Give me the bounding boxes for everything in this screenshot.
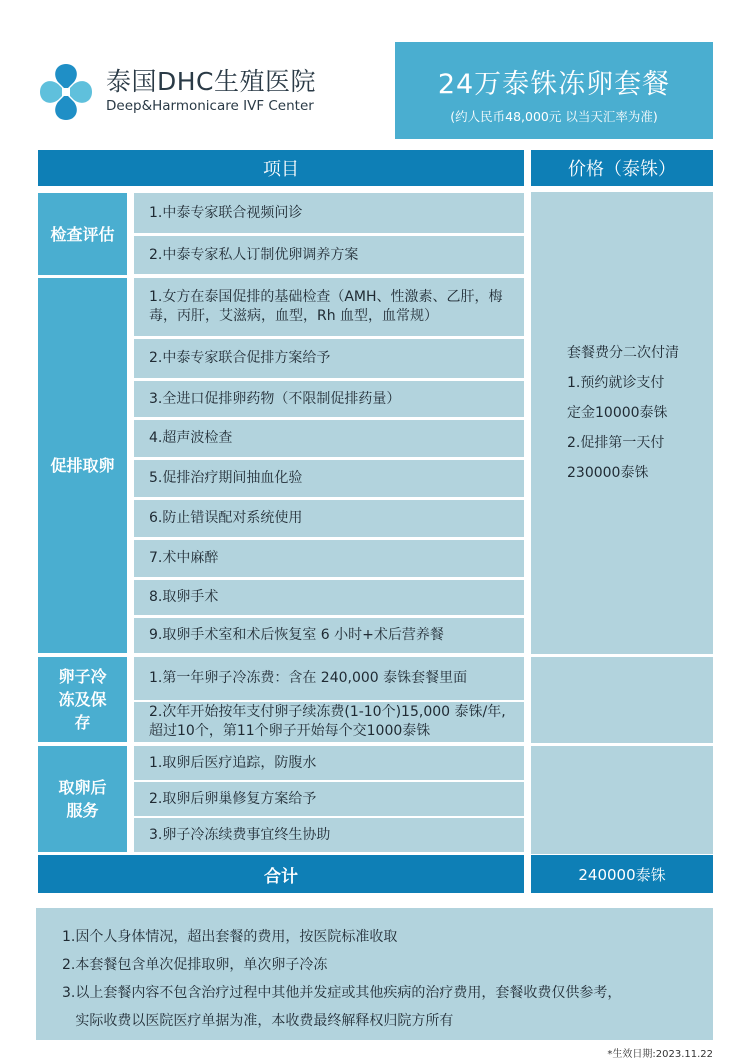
table-row: 3.全进口促排卵药物（不限制促排药量） <box>134 381 524 417</box>
table-row: 1.取卵后医疗追踪，防腹水 <box>134 746 524 780</box>
note-line: 实际收费以医院医疗单据为准，本收费最终解释权归院方所有 <box>62 1013 454 1029</box>
table-row: 4.超声波检查 <box>134 420 524 457</box>
category-post-service: 取卵后服务 <box>38 746 127 852</box>
category-freezing: 卵子冷冻及保存 <box>38 657 127 742</box>
header-item: 项目 <box>38 150 524 186</box>
table-row: 1.女方在泰国促排的基础检查（AMH、性激素、乙肝，梅毒，丙肝，艾滋病，血型，Rh 血型，血常规） <box>134 278 524 336</box>
package-title: 24万泰铢冻卵套餐 <box>437 69 671 100</box>
table-row: 1.中泰专家联合视频问诊 <box>134 193 524 233</box>
table-row: 7.术中麻醉 <box>134 540 524 577</box>
package-subtitle: (约人民币48,000元 以当天汇率为准) <box>450 109 658 124</box>
table-row: 2.取卵后卵巢修复方案给予 <box>134 782 524 816</box>
total-label: 合计 <box>38 855 524 893</box>
total-value: 240000泰铢 <box>531 855 713 893</box>
price-divider <box>531 743 713 746</box>
note-line: 3.以上套餐内容不包含治疗过程中其他并发症或其他疾病的治疗费用，套餐收费仅供参考， <box>62 985 622 1001</box>
note-line: 1.因个人身体情况，超出套餐的费用，按医院标准收取 <box>62 929 398 945</box>
flower-logo-icon <box>36 60 96 122</box>
note-line: 2.本套餐包含单次促排取卵，单次卵子冷冻 <box>62 957 328 973</box>
table-row: 8.取卵手术 <box>134 580 524 615</box>
category-stimulation: 促排取卵 <box>38 278 127 653</box>
price-description: 套餐费分二次付清 1.预约就诊支付 定金10000泰铢 2.促排第一天付 230000泰铢 <box>567 345 679 481</box>
category-exam: 检查评估 <box>38 193 127 275</box>
hospital-name-en: Deep&Harmonicare IVF Center <box>106 98 314 114</box>
table-row: 9.取卵手术室和术后恢复室 6 小时+术后营养餐 <box>134 618 524 653</box>
table-row: 6.防止错误配对系统使用 <box>134 500 524 537</box>
notes-box <box>36 908 713 1040</box>
table-row: 1.第一年卵子冷冻费：含在 240,000 泰铢套餐里面 <box>134 657 524 700</box>
table-row: 5.促排治疗期间抽血化验 <box>134 460 524 497</box>
hospital-name-cn: 泰国DHC生殖医院 <box>106 67 317 96</box>
price-column <box>531 192 713 854</box>
table-row: 2.中泰专家私人订制优卵调养方案 <box>134 236 524 274</box>
header-price: 价格（泰铢） <box>531 150 713 186</box>
table-row: 2.次年开始按年支付卵子续冻费(1-10个)15,000 泰铢/年,超过10个，第11个卵子开始每个交1000泰铢 <box>134 702 524 742</box>
table-row: 3.卵子冷冻续费事宜终生协助 <box>134 818 524 852</box>
effective-date: *生效日期:2023.11.22 <box>607 1049 713 1060</box>
hospital-logo <box>36 56 336 126</box>
price-divider <box>531 654 713 657</box>
table-row: 2.中泰专家联合促排方案给予 <box>134 339 524 378</box>
package-title-box <box>395 42 713 139</box>
